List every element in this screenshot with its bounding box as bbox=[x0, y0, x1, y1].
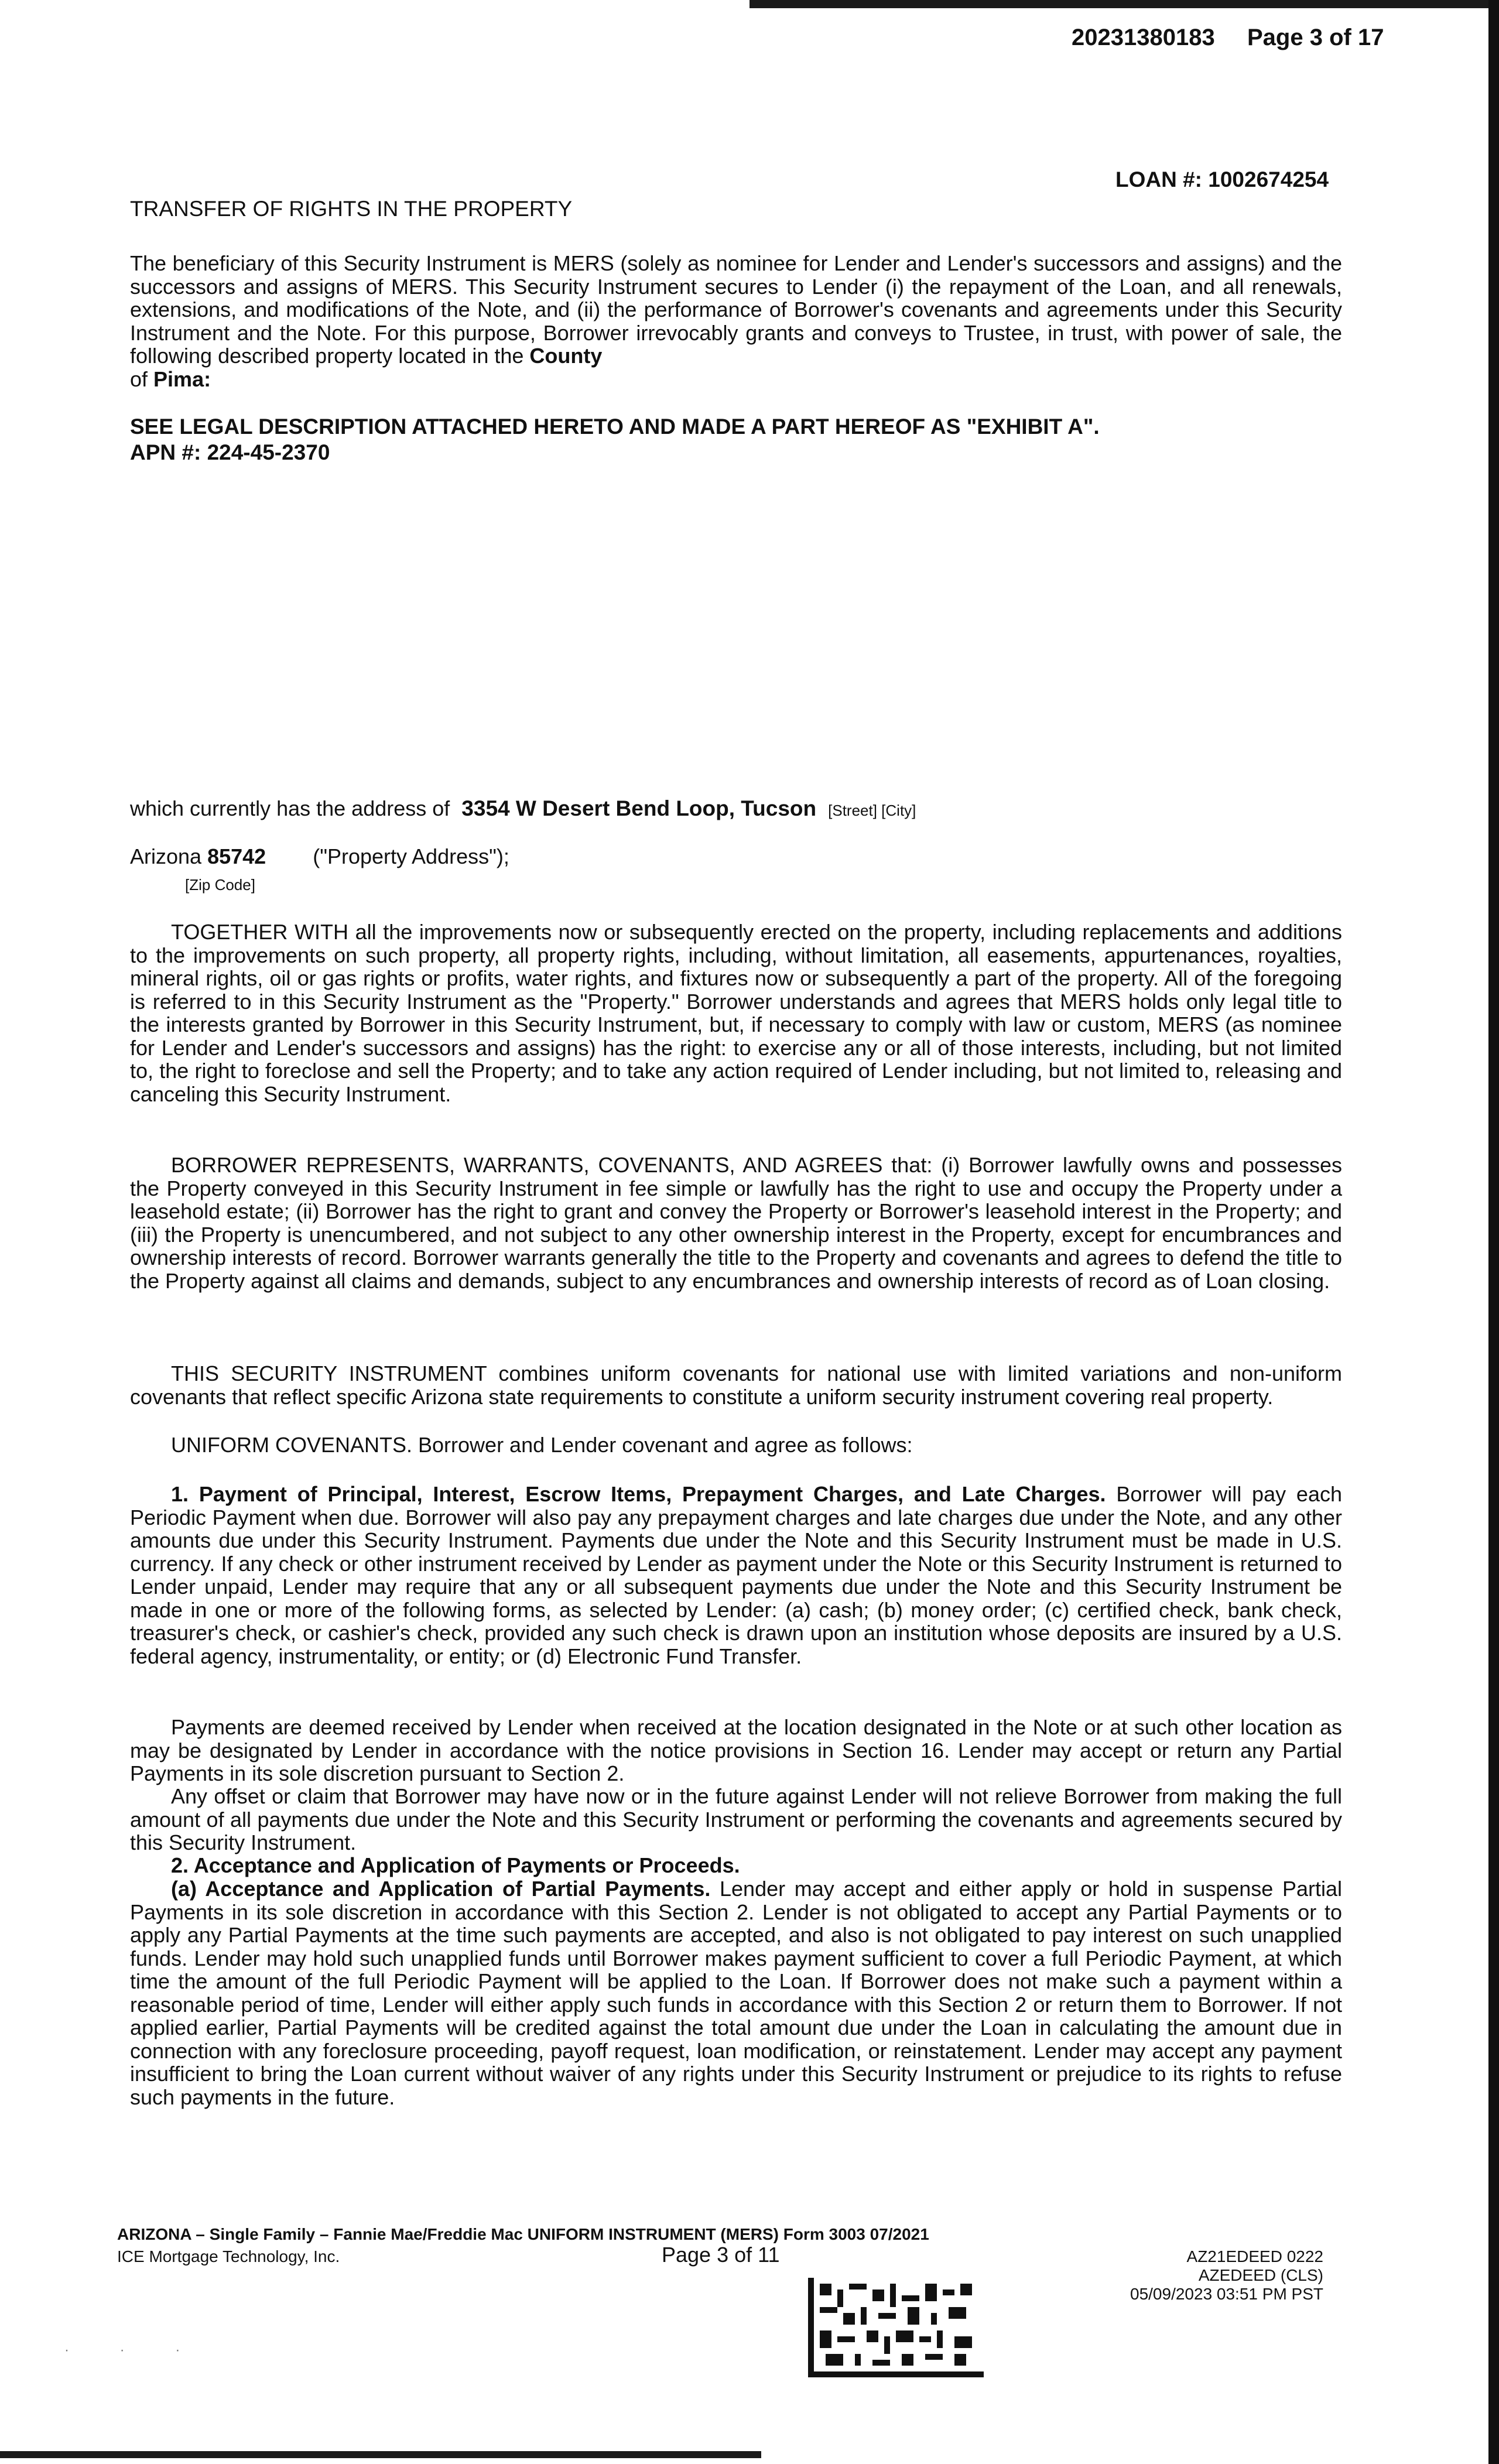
uniform-paragraph: UNIFORM COVENANTS. Borrower and Lender covenant and agree as follows: bbox=[171, 1433, 913, 1457]
section-1-paragraph-3: Any offset or claim that Borrower may have now or in the future against Lender will not relieve Borrower from making the full amount of all payments due under the Note and this Security Instrument or performing the covenants and agreements secured by this Security Instrument. bbox=[130, 1784, 1342, 1854]
state-zip-line bbox=[130, 844, 509, 869]
section-2-heading: 2. Acceptance and Application of Payments or Proceeds. bbox=[171, 1853, 740, 1877]
property-address-label: ("Property Address"); bbox=[313, 844, 509, 868]
section-1-heading: 1. Payment of Principal, Interest, Escrow Items, Prepayment Charges, and Late Charges. bbox=[171, 1482, 1106, 1506]
footer-timestamp: 05/09/2023 03:51 PM PST bbox=[1130, 2285, 1323, 2303]
section-1-text: Borrower will pay each Periodic Payment when due. Borrower will also pay any prepayment charges and late charges due under the Note, and any other amounts due under this Security Instrument. Payments due under the Note and this Security Instrument must be made in U.S. currency. If any check or other instrument received by Lender as payment under the Note or this Security Instrument is returned to Lender unpaid, Lender may require that any or all subsequent payments due under the Note and this Security Instrument be made in one or more of the following forms, as selected by Lender: (a) cash; (b) money order; (c) certified check, bank check, treasurer's check, or cashier's check, provided any such check is drawn upon an institution whose deposits are insured by a U.S. federal agency, instrumentality, or entity; or (d) Electronic Fund Transfer. bbox=[130, 1482, 1342, 1668]
apn-number: APN #: 224-45-2370 bbox=[130, 440, 330, 464]
address-lead: which currently has the address of bbox=[130, 796, 450, 820]
footer-page: Page 3 of 11 bbox=[662, 2243, 780, 2267]
county-name: Pima: bbox=[153, 367, 211, 391]
section-title: TRANSFER OF RIGHTS IN THE PROPERTY bbox=[130, 197, 573, 221]
section-2a-heading: (a) Acceptance and Application of Partial Payments. bbox=[171, 1877, 711, 1901]
security-paragraph: THIS SECURITY INSTRUMENT combines uniform covenants for national use with limited variations and non-uniform covenants that reflect specific Arizona state requirements to constitute a uniform security instrument covering real property. bbox=[130, 1361, 1342, 1409]
intro-text: The beneficiary of this Security Instrument is MERS (solely as nominee for Lender and Lender's successors and assigns) and the successors and assigns of MERS. This Security Instrument secures to Lender (i) the repayment of the Loan, and all renewals, extensions, and modifications of the Note, and (ii) the performance of Borrower's covenants and agreements under this Security Instrument and the Note. For this purpose, Borrower irrevocably grants and conveys to Trustee, in trust, with power of sale, the following described property located in the bbox=[130, 251, 1342, 368]
state: Arizona bbox=[130, 844, 202, 868]
barcode-icon bbox=[808, 2278, 984, 2377]
section-2a-text: Lender may accept and either apply or hold in suspense Partial Payments in its sole discretion in accordance with this Section 2. Lender is not obligated to accept any Partial Payments or to apply any Partial Payments at the time such payments are accepted, and also is not obligated to pay interest on such unapplied funds. Lender may hold such unapplied funds until Borrower makes payment sufficient to cover a full Periodic Payment, at which time the amount of the full Periodic Payment will be applied to the Loan. If Borrower does not make such a payment within a reasonable period of time, Lender will either apply such funds in accordance with this Section 2 or return them to Borrower. If not applied earlier, Partial Payments will be credited against the total amount due under the Loan in calculating the amount due in connection with any foreclosure proceeding, payoff request, loan modification, or reinstatement. Lender may accept any payment insufficient to bring the Loan current without waiver of any rights under this Security Instrument or prejudice to its rights to refuse such payments in the future. bbox=[130, 1877, 1342, 2109]
county-word: County bbox=[529, 344, 603, 368]
scan-edge-right bbox=[1488, 0, 1499, 2464]
document-id: 20231380183 bbox=[1072, 25, 1215, 50]
of-word: of bbox=[130, 367, 148, 391]
zip-tag: [Zip Code] bbox=[185, 876, 255, 894]
footer-code-2: AZEDEED (CLS) bbox=[1198, 2266, 1323, 2284]
together-paragraph: TOGETHER WITH all the improvements now or subsequently erected on the property, including replacements and additions to the improvements on such property, all property rights, including, without limitation, all easements, appurtenances, royalties, mineral rights, oil or gas rights or profits, water rights, and fixtures now or subsequently a part of the property. All of the foregoing is referred to in this Security Instrument as the "Property." Borrower understands and agrees that MERS holds only legal title to the interests granted by Borrower in this Security Instrument, but, if necessary to comply with law or custom, MERS (as nominee for Lender and Lender's successors and assigns) has the right: to exercise any or all of those interests, including, but not limited to, the right to foreclose and sell the Property; and to take any action required of Lender including, but not limited to, releasing and canceling this Security Instrument. bbox=[130, 920, 1342, 1106]
footer-form-line: ARIZONA – Single Family – Fannie Mae/Freddie Mac UNIFORM INSTRUMENT (MERS) Form 3003 07/2021 bbox=[117, 2225, 929, 2243]
transfer-paragraph bbox=[130, 252, 1342, 391]
street-city-tags: [Street] [City] bbox=[828, 802, 916, 819]
footer-code-1: AZ21EDEED 0222 bbox=[1186, 2247, 1323, 2265]
borrower-paragraph: BORROWER REPRESENTS, WARRANTS, COVENANTS, AND AGREES that: (i) Borrower lawfully owns and possesses the Property conveyed in this Security Instrument in fee simple or lawfully has the right to use and occupy the Property under a leasehold estate; (ii) Borrower has the right to grant and convey the Property or Borrower's leasehold interest in the Property; and (iii) the Property is unencumbered, and not subject to any other ownership interest in the Property, except for encumbrances and ownership interests of record. Borrower warrants generally the title to the Property and covenants and agrees to defend the title to the Property against all claims and demands, subject to any encumbrances and ownership interests of record as of Loan closing. bbox=[130, 1153, 1342, 1293]
page-label: Page 3 of 17 bbox=[1247, 25, 1384, 50]
section-1 bbox=[130, 1483, 1342, 1668]
scan-edge-top bbox=[750, 0, 1499, 8]
section-1-paragraph-2: Payments are deemed received by Lender when received at the location designated in the Note or at such other location as may be designated by Lender in accordance with the notice provisions in Section 16. Lender may accept or return any Partial Payments in its sole discretion pursuant to Section 2. bbox=[130, 1715, 1342, 1785]
street-city: 3354 W Desert Bend Loop, Tucson bbox=[461, 796, 817, 820]
scan-specks: · · · bbox=[64, 2342, 204, 2358]
loan-number: LOAN #: 1002674254 bbox=[1115, 167, 1329, 191]
section-2a bbox=[130, 1877, 1342, 2109]
address-line bbox=[130, 796, 916, 821]
legal-description: SEE LEGAL DESCRIPTION ATTACHED HERETO AND MADE A PART HEREOF AS "EXHIBIT A". bbox=[130, 415, 1100, 439]
scan-edge-bottom bbox=[0, 2451, 761, 2458]
zip: 85742 bbox=[207, 844, 266, 868]
footer-company: ICE Mortgage Technology, Inc. bbox=[117, 2247, 340, 2265]
